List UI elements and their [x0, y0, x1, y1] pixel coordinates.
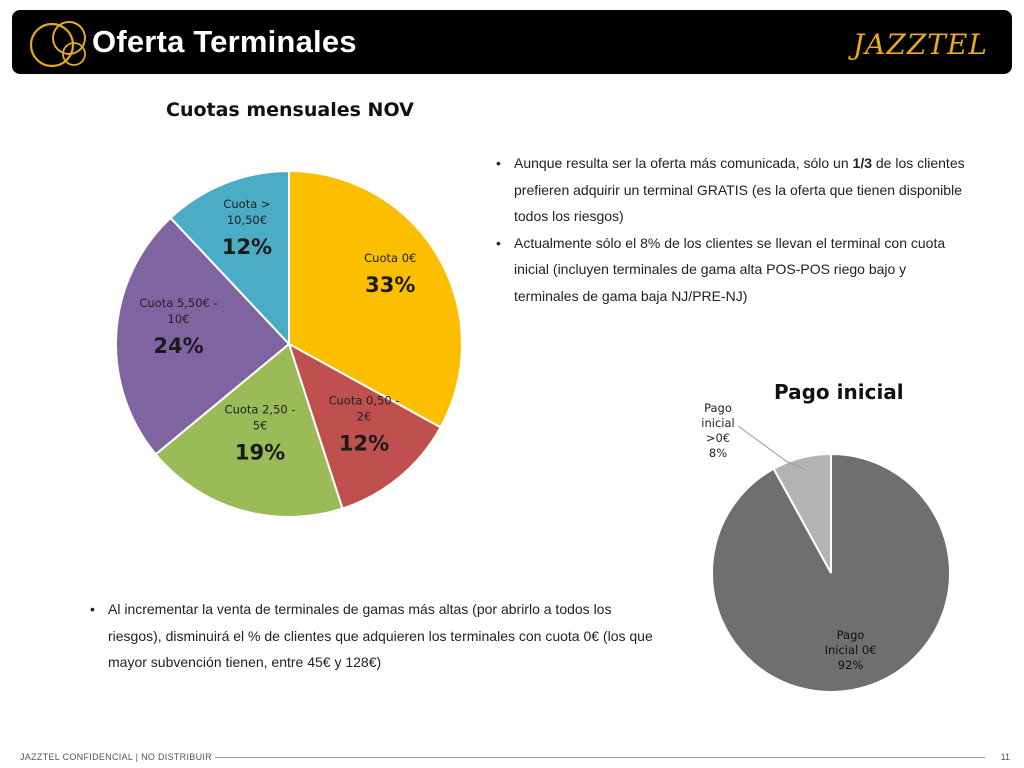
pie-percent-label: 33%: [365, 273, 416, 298]
pie-label: 10,50€: [226, 212, 268, 227]
bullet-list-top: [492, 150, 967, 309]
chart-title-pago-inicial: Pago inicial: [774, 380, 904, 404]
brand-logo: JAZZTEL: [852, 28, 988, 61]
pie-label: Cuota 0,50 -: [328, 393, 400, 408]
bullet-text: Al incrementar la venta de terminales de gamas más altas (por abrirlo a todos los riesgos), disminuirá el % de clientes que adquieren los terminales con cuota 0€ (los que mayor subvención tienen, entre 45€ y 128€): [108, 601, 653, 670]
pie-percent-label: 12%: [221, 234, 273, 259]
pie-percent-label: 19%: [234, 440, 286, 465]
pie-percent-label: 24%: [153, 334, 204, 359]
bullet-text: Aunque resulta ser la oferta más comunicada, sólo un: [514, 155, 853, 171]
pie-label: 5€: [252, 418, 268, 433]
footer-confidential: JAZZTEL CONFIDENCIAL | NO DISTRIBUIR: [20, 752, 212, 762]
pie-label: Pago: [704, 401, 732, 415]
pie-label: Cuota >: [223, 196, 271, 211]
page-number: 11: [1000, 752, 1010, 762]
pie-label: 8%: [708, 446, 728, 460]
pie-label: Pago: [836, 628, 865, 643]
pie-percent-label: 12%: [338, 431, 390, 456]
pie-label: 10€: [167, 312, 190, 327]
footer-divider: [215, 757, 985, 758]
bullet-bold-text: 1/3: [852, 155, 872, 171]
pie-label: Cuota 2,50 -: [224, 402, 296, 417]
bullet-item: [492, 230, 967, 310]
pie-label: 2€: [356, 409, 372, 424]
pie-label: >0€: [705, 431, 731, 445]
bullet-list-bottom: [86, 596, 666, 676]
pie-label: Inicial 0€: [824, 643, 877, 658]
bullet-item: [492, 150, 967, 230]
page-title: Oferta Terminales: [92, 24, 357, 59]
pie-label: 92%: [837, 658, 864, 673]
bullet-item: [86, 596, 666, 676]
bullet-text: de los clientes prefieren adquirir un terminal GRATIS (es la oferta que tienen disponible todos los riesgos): [514, 155, 965, 224]
pie-label: Cuota 0€: [364, 251, 417, 266]
bullet-text: Actualmente sólo el 8% de los clientes se llevan el terminal con cuota inicial (incluyen terminales de gama alta POS-POS riego bajo y terminales de gama baja NJ/PRE-NJ): [514, 234, 946, 304]
chart-title-cuotas: Cuotas mensuales NOV: [166, 99, 414, 121]
pie-label: inicial: [701, 416, 735, 430]
pie-label: Cuota 5,50€ -: [139, 296, 218, 311]
